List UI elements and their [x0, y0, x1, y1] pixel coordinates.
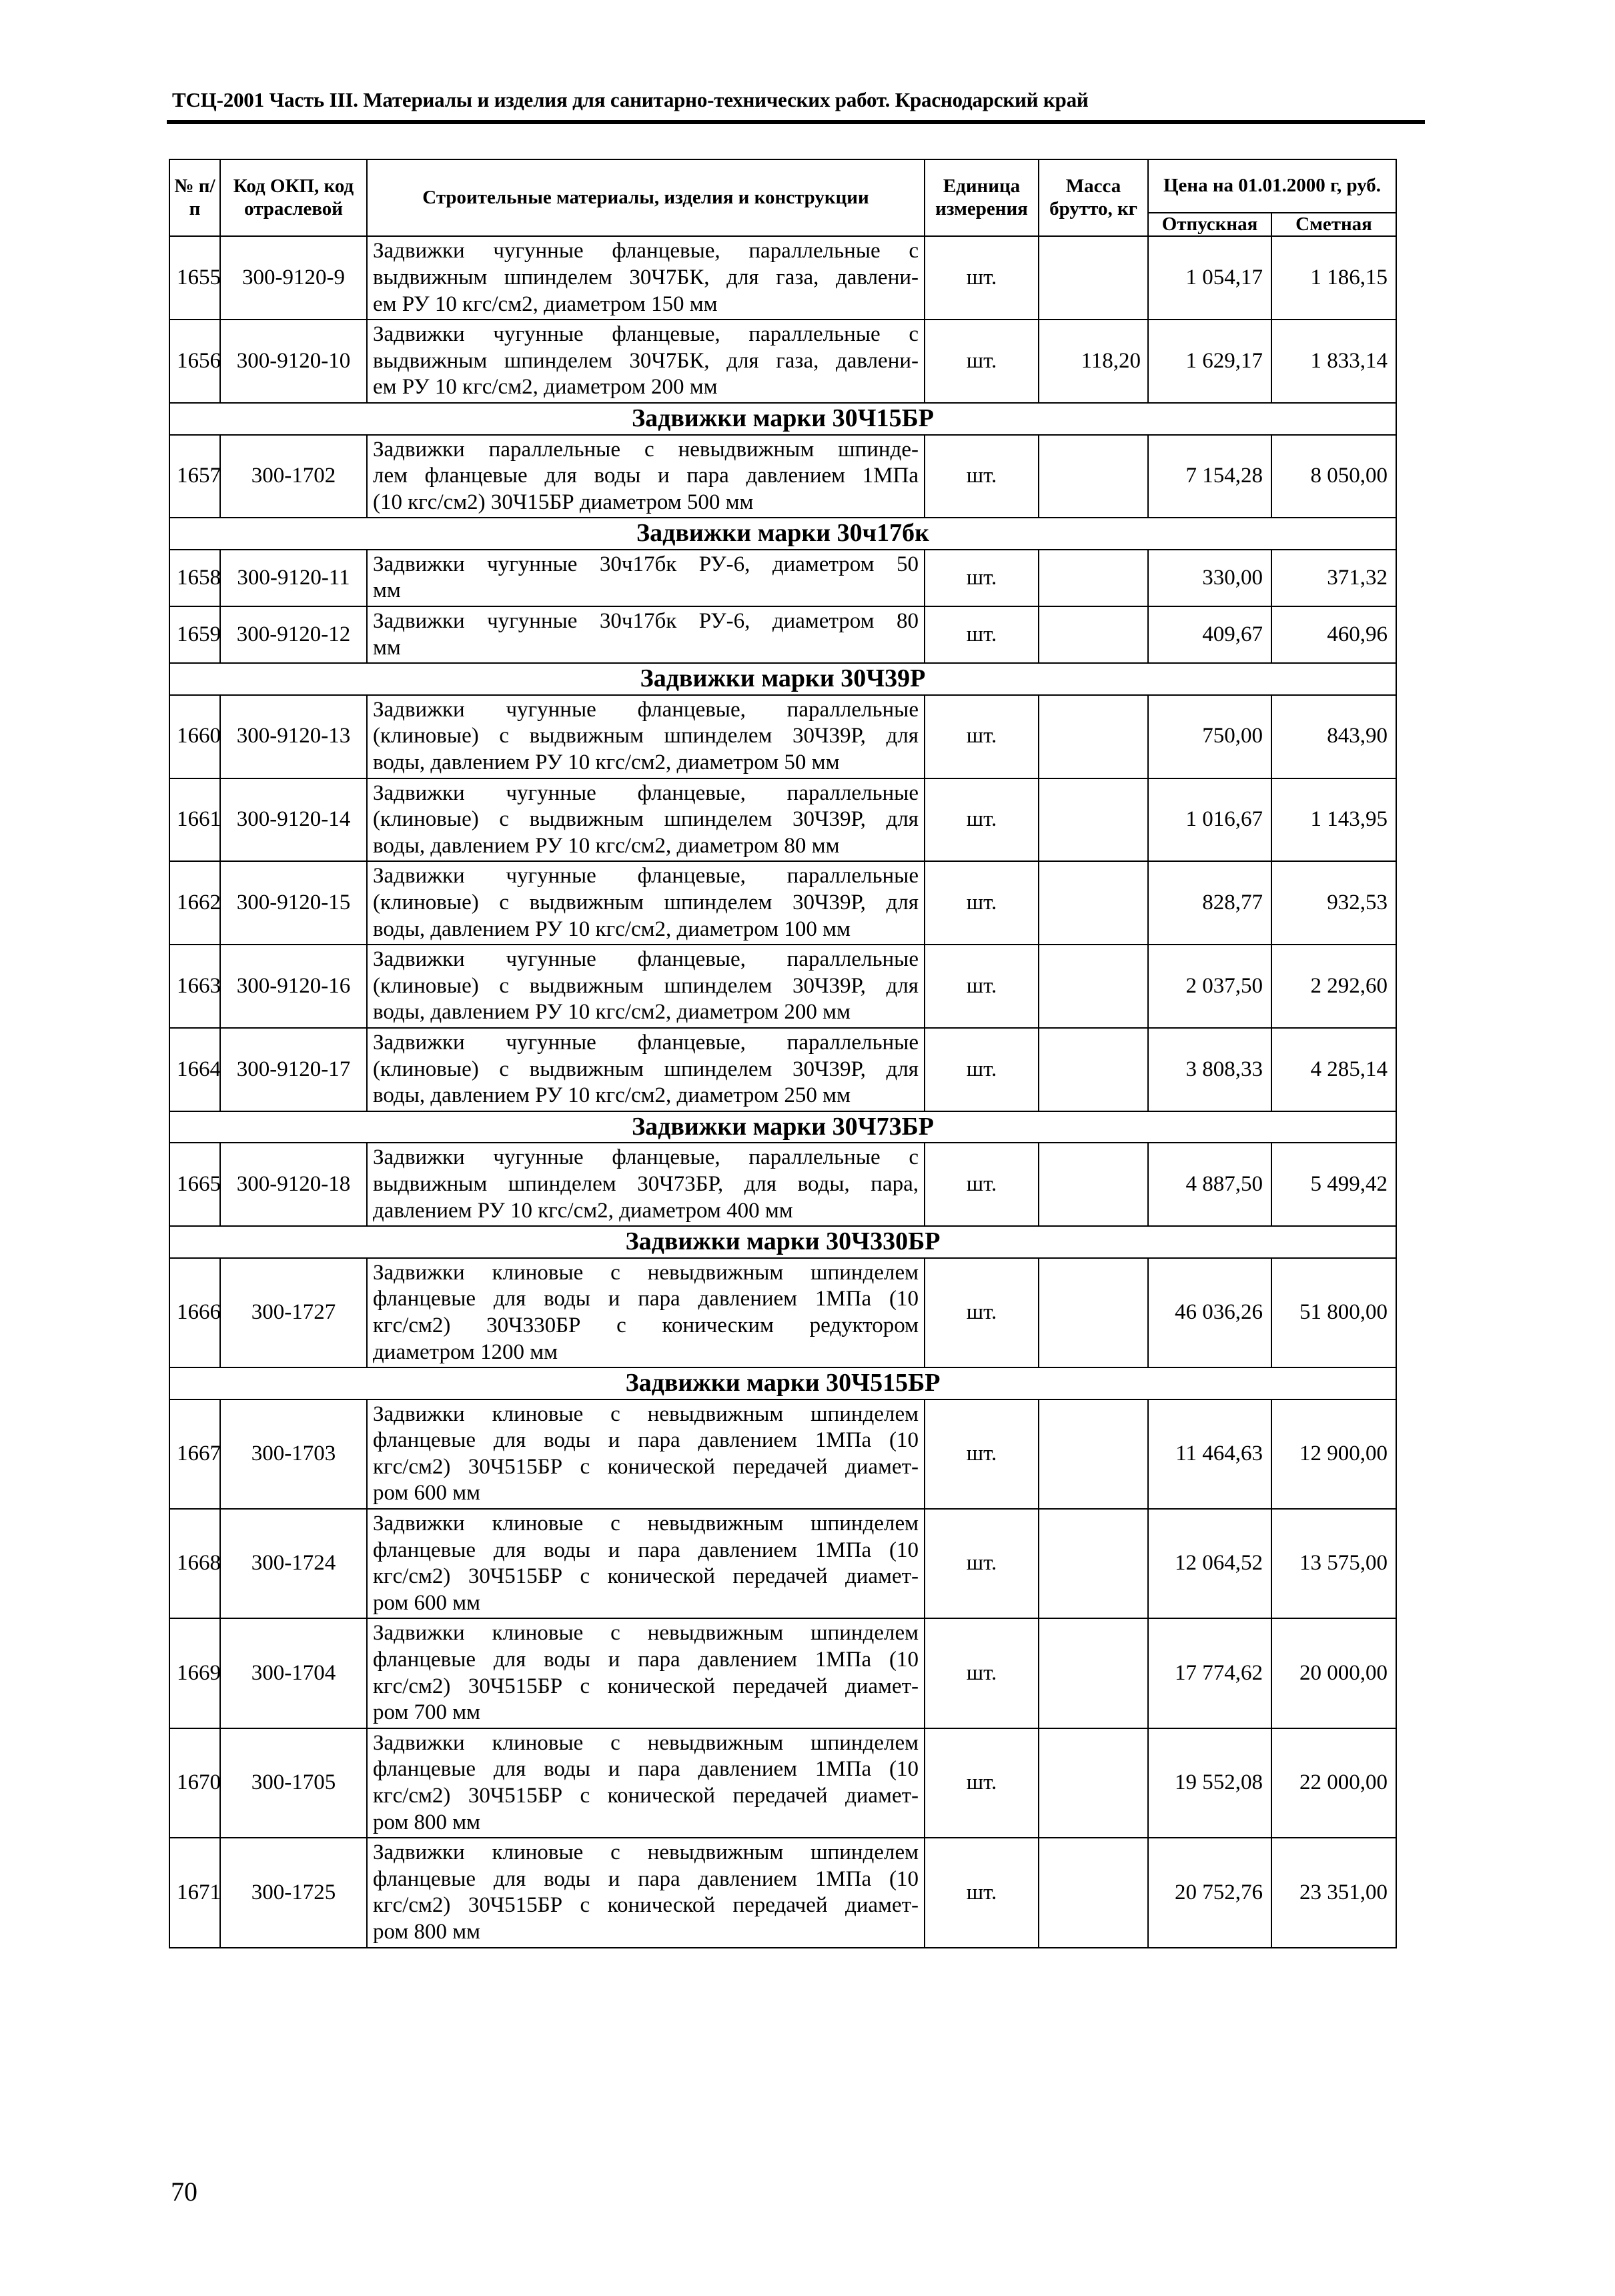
- row-number: 1670: [169, 1728, 220, 1838]
- row-number: 1658: [169, 550, 220, 606]
- item-description: [367, 320, 925, 403]
- price-estimate: 2 292,60: [1271, 945, 1396, 1028]
- price-release: 1 016,67: [1148, 778, 1271, 862]
- item-description: [367, 945, 925, 1028]
- table-row: [169, 236, 1396, 320]
- description-line: фланцевые для воды и пара давлением 1МПа (10: [373, 1648, 919, 1672]
- description-line: Задвижки чугунные фланцевые, параллельные: [373, 1030, 919, 1055]
- price-release: 750,00: [1148, 695, 1271, 778]
- description-line: выдвижным шпинделем 30Ч7БК, для газа, давлени-: [373, 265, 919, 290]
- item-description: [367, 1028, 925, 1111]
- unit: шт.: [925, 1618, 1039, 1728]
- price-estimate: 12 900,00: [1271, 1399, 1396, 1509]
- item-description: [367, 550, 925, 606]
- okp-code: 300-1705: [220, 1728, 367, 1838]
- gross-mass: [1039, 1509, 1148, 1618]
- okp-code: 300-9120-14: [220, 778, 367, 862]
- description-line: (10 кгс/см2) 30Ч15БР диаметром 500 мм: [373, 490, 754, 514]
- okp-code: 300-9120-15: [220, 861, 367, 945]
- price-estimate: 8 050,00: [1271, 435, 1396, 518]
- price-release: 12 064,52: [1148, 1509, 1271, 1618]
- row-number: 1666: [169, 1258, 220, 1367]
- description-line: диаметром 1200 мм: [373, 1339, 558, 1364]
- table-row: [169, 1838, 1396, 1947]
- description-line: (клиновые) с выдвижным шпинделем 30Ч39Р, для: [373, 724, 919, 748]
- description-line: воды, давлением РУ 10 кгс/см2, диаметром 50 мм: [373, 750, 840, 775]
- description-line: (клиновые) с выдвижным шпинделем 30Ч39Р, для: [373, 891, 919, 915]
- price-release: 11 464,63: [1148, 1399, 1271, 1509]
- page-number: 70: [171, 2177, 197, 2207]
- description-line: Задвижки чугунные 30ч17бк РУ-6, диаметром 50: [373, 552, 919, 576]
- price-release: 330,00: [1148, 550, 1271, 606]
- gross-mass: [1039, 1618, 1148, 1728]
- description-line: фланцевые для воды и пара давлением 1МПа (10: [373, 1757, 919, 1782]
- okp-code: 300-1702: [220, 435, 367, 518]
- okp-code: 300-9120-13: [220, 695, 367, 778]
- item-description: [367, 1143, 925, 1226]
- table-row: [169, 1399, 1396, 1509]
- group-header-row: [169, 518, 1396, 550]
- description-line: кгс/см2) 30Ч515БР с конической передачей диамет-: [373, 1893, 919, 1918]
- description-line: давлением РУ 10 кгс/см2, диаметром 400 мм: [373, 1198, 793, 1223]
- description-line: ром 600 мм: [373, 1590, 481, 1615]
- table-row: [169, 1143, 1396, 1226]
- description-line: Задвижки клиновые с невыдвижным шпинделем: [373, 1730, 919, 1755]
- table-row: [169, 320, 1396, 403]
- unit: шт.: [925, 945, 1039, 1028]
- gross-mass: [1039, 695, 1148, 778]
- header-rule: [167, 120, 1425, 124]
- group-header-row: [169, 1111, 1396, 1143]
- description-line: ем РУ 10 кгс/см2, диаметром 200 мм: [373, 375, 718, 400]
- okp-code: 300-9120-16: [220, 945, 367, 1028]
- unit: шт.: [925, 778, 1039, 862]
- price-release: 1 629,17: [1148, 320, 1271, 403]
- description-line: Задвижки чугунные фланцевые, параллельные с: [373, 322, 919, 347]
- okp-code: 300-1703: [220, 1399, 367, 1509]
- unit: шт.: [925, 1143, 1039, 1226]
- description-line: Задвижки чугунные фланцевые, параллельные: [373, 947, 919, 972]
- okp-code: 300-9120-17: [220, 1028, 367, 1111]
- group-header-row: [169, 663, 1396, 695]
- price-estimate: 843,90: [1271, 695, 1396, 778]
- table-row: [169, 1728, 1396, 1838]
- table-row: [169, 695, 1396, 778]
- row-number: 1655: [169, 236, 220, 320]
- description-line: (клиновые) с выдвижным шпинделем 30Ч39Р, для: [373, 973, 919, 998]
- unit: шт.: [925, 1028, 1039, 1111]
- description-line: ром 700 мм: [373, 1700, 481, 1725]
- col-header-name: Строительные материалы, изделия и конструкции: [367, 159, 925, 236]
- col-header-code: Код ОКП, код отраслевой: [220, 159, 367, 236]
- row-number: 1669: [169, 1618, 220, 1728]
- description-line: воды, давлением РУ 10 кгс/см2, диаметром 100 мм: [373, 917, 851, 941]
- gross-mass: [1039, 435, 1148, 518]
- item-description: [367, 1838, 925, 1947]
- row-number: 1667: [169, 1399, 220, 1509]
- unit: шт.: [925, 550, 1039, 606]
- table-row: [169, 778, 1396, 862]
- unit: шт.: [925, 606, 1039, 663]
- row-number: 1657: [169, 435, 220, 518]
- okp-code: 300-1724: [220, 1509, 367, 1618]
- description-line: Задвижки клиновые с невыдвижным шпинделем: [373, 1401, 919, 1426]
- row-number: 1664: [169, 1028, 220, 1111]
- description-line: выдвижным шпинделем 30Ч73БР, для воды, пара,: [373, 1171, 919, 1196]
- description-line: фланцевые для воды и пара давлением 1МПа (10: [373, 1428, 919, 1453]
- item-description: [367, 236, 925, 320]
- gross-mass: [1039, 1838, 1148, 1947]
- description-line: Задвижки чугунные фланцевые, параллельные: [373, 864, 919, 889]
- table-row: [169, 606, 1396, 663]
- gross-mass: [1039, 1258, 1148, 1367]
- unit: шт.: [925, 695, 1039, 778]
- item-description: [367, 1509, 925, 1618]
- description-line: Задвижки клиновые с невыдвижным шпинделем: [373, 1840, 919, 1865]
- price-estimate: 460,96: [1271, 606, 1396, 663]
- col-header-price-release: Отпускная: [1148, 213, 1271, 236]
- group-title: Задвижки марки 30Ч515БР: [169, 1367, 1396, 1399]
- item-description: [367, 1258, 925, 1367]
- row-number: 1659: [169, 606, 220, 663]
- price-estimate: 23 351,00: [1271, 1838, 1396, 1947]
- table-row: [169, 1028, 1396, 1111]
- price-estimate: 932,53: [1271, 861, 1396, 945]
- okp-code: 300-1727: [220, 1258, 367, 1367]
- group-header-row: [169, 1367, 1396, 1399]
- description-line: Задвижки чугунные 30ч17бк РУ-6, диаметром 80: [373, 609, 919, 634]
- description-line: Задвижки чугунные фланцевые, параллельные: [373, 780, 919, 805]
- unit: шт.: [925, 1399, 1039, 1509]
- gross-mass: [1039, 861, 1148, 945]
- table-row: [169, 945, 1396, 1028]
- row-number: 1668: [169, 1509, 220, 1618]
- description-line: Задвижки чугунные фланцевые, параллельные: [373, 697, 919, 722]
- gross-mass: [1039, 945, 1148, 1028]
- price-estimate: 22 000,00: [1271, 1728, 1396, 1838]
- description-line: кгс/см2) 30Ч515БР с конической передачей диамет-: [373, 1564, 919, 1589]
- row-number: 1663: [169, 945, 220, 1028]
- description-line: ром 600 мм: [373, 1481, 481, 1506]
- row-number: 1662: [169, 861, 220, 945]
- table-row: [169, 1258, 1396, 1367]
- okp-code: 300-9120-11: [220, 550, 367, 606]
- price-release: 7 154,28: [1148, 435, 1271, 518]
- gross-mass: [1039, 778, 1148, 862]
- unit: шт.: [925, 1509, 1039, 1618]
- price-estimate: 13 575,00: [1271, 1509, 1396, 1618]
- price-release: 409,67: [1148, 606, 1271, 663]
- price-release: 828,77: [1148, 861, 1271, 945]
- gross-mass: [1039, 1728, 1148, 1838]
- price-estimate: 20 000,00: [1271, 1618, 1396, 1728]
- group-title: Задвижки марки 30Ч39Р: [169, 663, 1396, 695]
- group-header-row: [169, 403, 1396, 435]
- description-line: фланцевые для воды и пара давлением 1МПа (10: [373, 1538, 919, 1562]
- okp-code: 300-9120-12: [220, 606, 367, 663]
- item-description: [367, 435, 925, 518]
- item-description: [367, 1618, 925, 1728]
- table-row: [169, 1509, 1396, 1618]
- group-title: Задвижки марки 30Ч330БР: [169, 1226, 1396, 1258]
- price-release: 3 808,33: [1148, 1028, 1271, 1111]
- description-line: (клиновые) с выдвижным шпинделем 30Ч39Р, для: [373, 807, 919, 832]
- description-line: Задвижки чугунные фланцевые, параллельные с: [373, 1145, 919, 1170]
- description-line: мм: [373, 578, 401, 603]
- description-line: кгс/см2) 30Ч330БР с коническим редуктором: [373, 1313, 919, 1337]
- description-line: ем РУ 10 кгс/см2, диаметром 150 мм: [373, 292, 718, 316]
- price-release: 46 036,26: [1148, 1258, 1271, 1367]
- gross-mass: [1039, 1028, 1148, 1111]
- price-release: 20 752,76: [1148, 1838, 1271, 1947]
- row-number: 1661: [169, 778, 220, 862]
- group-title: Задвижки марки 30Ч15БР: [169, 403, 1396, 435]
- description-line: Задвижки параллельные с невыдвижным шпинде-: [373, 437, 919, 462]
- group-header-row: [169, 1226, 1396, 1258]
- description-line: лем фланцевые для воды и пара давлением 1МПа: [373, 464, 919, 488]
- price-estimate: 4 285,14: [1271, 1028, 1396, 1111]
- price-release: 4 887,50: [1148, 1143, 1271, 1226]
- price-estimate: 1 186,15: [1271, 236, 1396, 320]
- running-header: ТСЦ-2001 Часть III. Материалы и изделия для санитарно-технических работ. Краснодарский край: [172, 88, 1089, 111]
- okp-code: 300-1725: [220, 1838, 367, 1947]
- price-estimate: 51 800,00: [1271, 1258, 1396, 1367]
- price-release: 19 552,08: [1148, 1728, 1271, 1838]
- description-line: кгс/см2) 30Ч515БР с конической передачей диамет-: [373, 1784, 919, 1808]
- price-table: [169, 159, 1397, 1948]
- description-line: воды, давлением РУ 10 кгс/см2, диаметром 200 мм: [373, 1000, 851, 1025]
- okp-code: 300-9120-18: [220, 1143, 367, 1226]
- unit: шт.: [925, 320, 1039, 403]
- price-release: 1 054,17: [1148, 236, 1271, 320]
- description-line: ром 800 мм: [373, 1919, 481, 1944]
- gross-mass: 118,20: [1039, 320, 1148, 403]
- price-release: 17 774,62: [1148, 1618, 1271, 1728]
- description-line: Задвижки чугунные фланцевые, параллельные с: [373, 239, 919, 263]
- gross-mass: [1039, 1143, 1148, 1226]
- description-line: Задвижки клиновые с невыдвижным шпинделем: [373, 1621, 919, 1646]
- col-header-unit: Единица измерения: [925, 159, 1039, 236]
- col-header-mass: Масса брутто, кг: [1039, 159, 1148, 236]
- description-line: кгс/см2) 30Ч515БР с конической передачей диамет-: [373, 1674, 919, 1698]
- description-line: мм: [373, 635, 401, 660]
- table-row: [169, 435, 1396, 518]
- row-number: 1665: [169, 1143, 220, 1226]
- price-release: 2 037,50: [1148, 945, 1271, 1028]
- description-line: выдвижным шпинделем 30Ч7БК, для газа, давлени-: [373, 348, 919, 373]
- row-number: 1671: [169, 1838, 220, 1947]
- gross-mass: [1039, 606, 1148, 663]
- description-line: (клиновые) с выдвижным шпинделем 30Ч39Р, для: [373, 1057, 919, 1081]
- description-line: Задвижки клиновые с невыдвижным шпинделем: [373, 1512, 919, 1536]
- table-header: [169, 159, 1396, 236]
- table-row: [169, 550, 1396, 606]
- unit: шт.: [925, 1838, 1039, 1947]
- group-title: Задвижки марки 30ч17бк: [169, 518, 1396, 550]
- okp-code: 300-1704: [220, 1618, 367, 1728]
- table-row: [169, 861, 1396, 945]
- unit: шт.: [925, 435, 1039, 518]
- gross-mass: [1039, 236, 1148, 320]
- unit: шт.: [925, 236, 1039, 320]
- description-line: воды, давлением РУ 10 кгс/см2, диаметром 80 мм: [373, 833, 840, 858]
- col-header-no: № п/п: [169, 159, 220, 236]
- table-body: [169, 236, 1396, 1947]
- col-header-price-estimate: Сметная: [1271, 213, 1396, 236]
- item-description: [367, 695, 925, 778]
- description-line: фланцевые для воды и пара давлением 1МПа (10: [373, 1287, 919, 1311]
- item-description: [367, 1399, 925, 1509]
- description-line: Задвижки клиновые с невыдвижным шпинделем: [373, 1260, 919, 1285]
- description-line: ром 800 мм: [373, 1810, 481, 1834]
- description-line: кгс/см2) 30Ч515БР с конической передачей диамет-: [373, 1454, 919, 1479]
- group-title: Задвижки марки 30Ч73БР: [169, 1111, 1396, 1143]
- okp-code: 300-9120-9: [220, 236, 367, 320]
- description-line: фланцевые для воды и пара давлением 1МПа (10: [373, 1866, 919, 1891]
- row-number: 1656: [169, 320, 220, 403]
- unit: шт.: [925, 1258, 1039, 1367]
- col-header-price-group: Цена на 01.01.2000 г, руб.: [1148, 159, 1396, 213]
- row-number: 1660: [169, 695, 220, 778]
- unit: шт.: [925, 1728, 1039, 1838]
- okp-code: 300-9120-10: [220, 320, 367, 403]
- item-description: [367, 606, 925, 663]
- price-estimate: 1 833,14: [1271, 320, 1396, 403]
- gross-mass: [1039, 1399, 1148, 1509]
- unit: шт.: [925, 861, 1039, 945]
- price-estimate: 1 143,95: [1271, 778, 1396, 862]
- item-description: [367, 778, 925, 862]
- table-row: [169, 1618, 1396, 1728]
- description-line: воды, давлением РУ 10 кгс/см2, диаметром 250 мм: [373, 1083, 851, 1108]
- price-estimate: 5 499,42: [1271, 1143, 1396, 1226]
- item-description: [367, 1728, 925, 1838]
- item-description: [367, 861, 925, 945]
- gross-mass: [1039, 550, 1148, 606]
- price-estimate: 371,32: [1271, 550, 1396, 606]
